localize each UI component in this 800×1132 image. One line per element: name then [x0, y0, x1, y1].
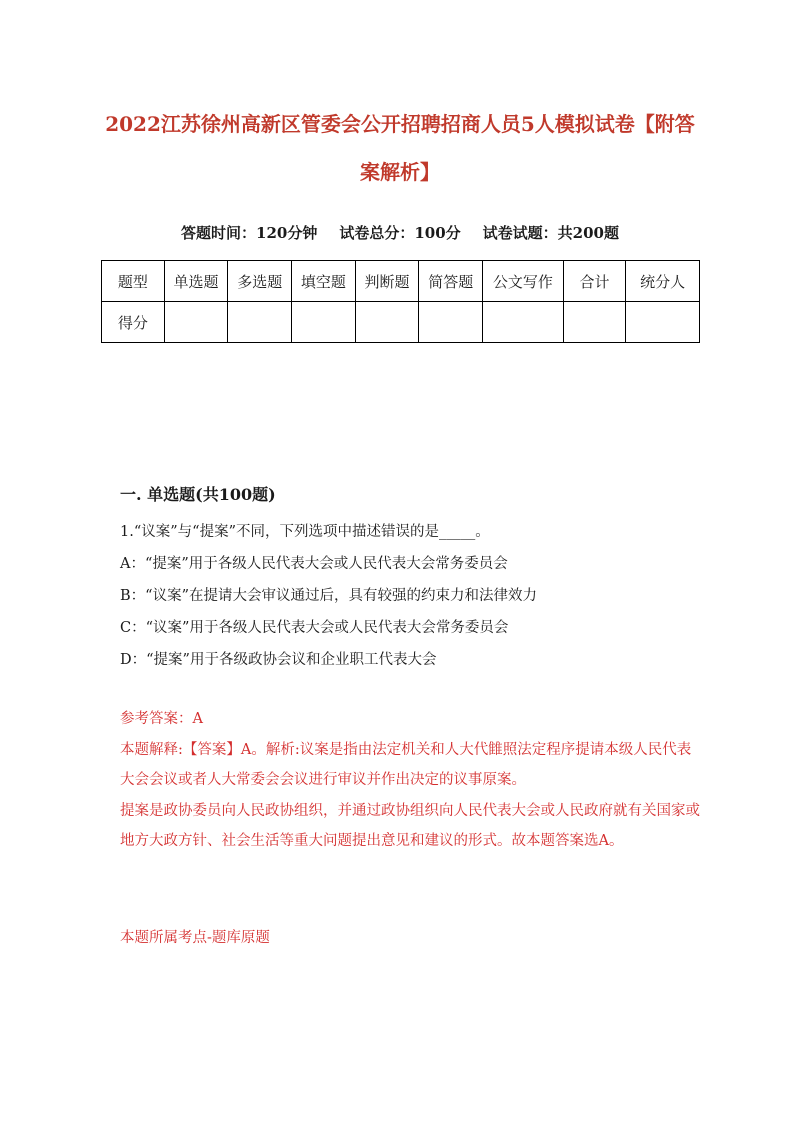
score-row-label: 得分: [102, 302, 165, 343]
score-table: [101, 260, 700, 343]
reference-answer: 参考答案：A: [120, 711, 203, 727]
explanation-paragraph: 本题解释:【答案】A。解析:议案是指由法定机关和人大代雔照法定程序提请本级人民代表大会会议或者人大常委会会议进行审议并作出决定的议事原案。: [120, 741, 692, 788]
option-c: C：“议案”用于各级人民代表大会或人民代表大会常务委员会: [120, 620, 509, 636]
score-input-cell[interactable]: [292, 302, 356, 343]
score-table-header-row: [102, 261, 700, 302]
score-input-cell[interactable]: [563, 302, 626, 343]
exam-question-count: 试卷试题：共200题: [482, 224, 619, 242]
section-title: 一. 单选题(共100题): [120, 485, 276, 504]
option-d: D：“提案”用于各级政协会议和企业职工代表大会: [120, 652, 437, 668]
exam-total-score: 试卷总分：100分: [339, 224, 461, 242]
explanation-paragraph: 提案是政协委员向人民政协组织，并通过政协组织向人民代表大会或人民政府就有关国家或地方大政方针、社会生活等重大问题提出意见和建议的形式。故本题答案选A。: [120, 802, 700, 849]
score-input-cell[interactable]: [355, 302, 419, 343]
answer-block: [120, 704, 700, 857]
option-a: A：“提案”用于各级人民代表大会或人民代表大会常务委员会: [120, 556, 508, 572]
question-topic: 本题所属考点-题库原题: [120, 930, 270, 946]
exam-meta: [100, 222, 700, 243]
score-header-cell: 公文写作: [483, 261, 564, 302]
score-header-cell: 题型: [102, 261, 165, 302]
score-input-cell[interactable]: [626, 302, 700, 343]
option-b: B：“议案”在提请大会审议通过后，具有较强的约束力和法律效力: [120, 588, 537, 604]
score-header-cell: 单选题: [164, 261, 228, 302]
score-header-cell: 填空题: [292, 261, 356, 302]
score-input-cell[interactable]: [164, 302, 228, 343]
score-header-cell: 判断题: [355, 261, 419, 302]
score-table-score-row: [102, 302, 700, 343]
score-header-cell: 多选题: [228, 261, 292, 302]
score-input-cell[interactable]: [419, 302, 483, 343]
exam-time: 答题时间：120分钟: [181, 224, 318, 242]
score-header-cell: 统分人: [626, 261, 700, 302]
score-header-cell: 简答题: [419, 261, 483, 302]
question-block: [120, 516, 700, 676]
score-input-cell[interactable]: [228, 302, 292, 343]
score-header-cell: 合计: [563, 261, 626, 302]
document-title: 2022江苏徐州高新区管委会公开招聘招商人员5人模拟试卷【附答案解析】: [105, 112, 695, 184]
question-stem: 1.“议案”与“提案”不同，下列选项中描述错误的是_____。: [120, 524, 490, 540]
score-input-cell[interactable]: [483, 302, 564, 343]
